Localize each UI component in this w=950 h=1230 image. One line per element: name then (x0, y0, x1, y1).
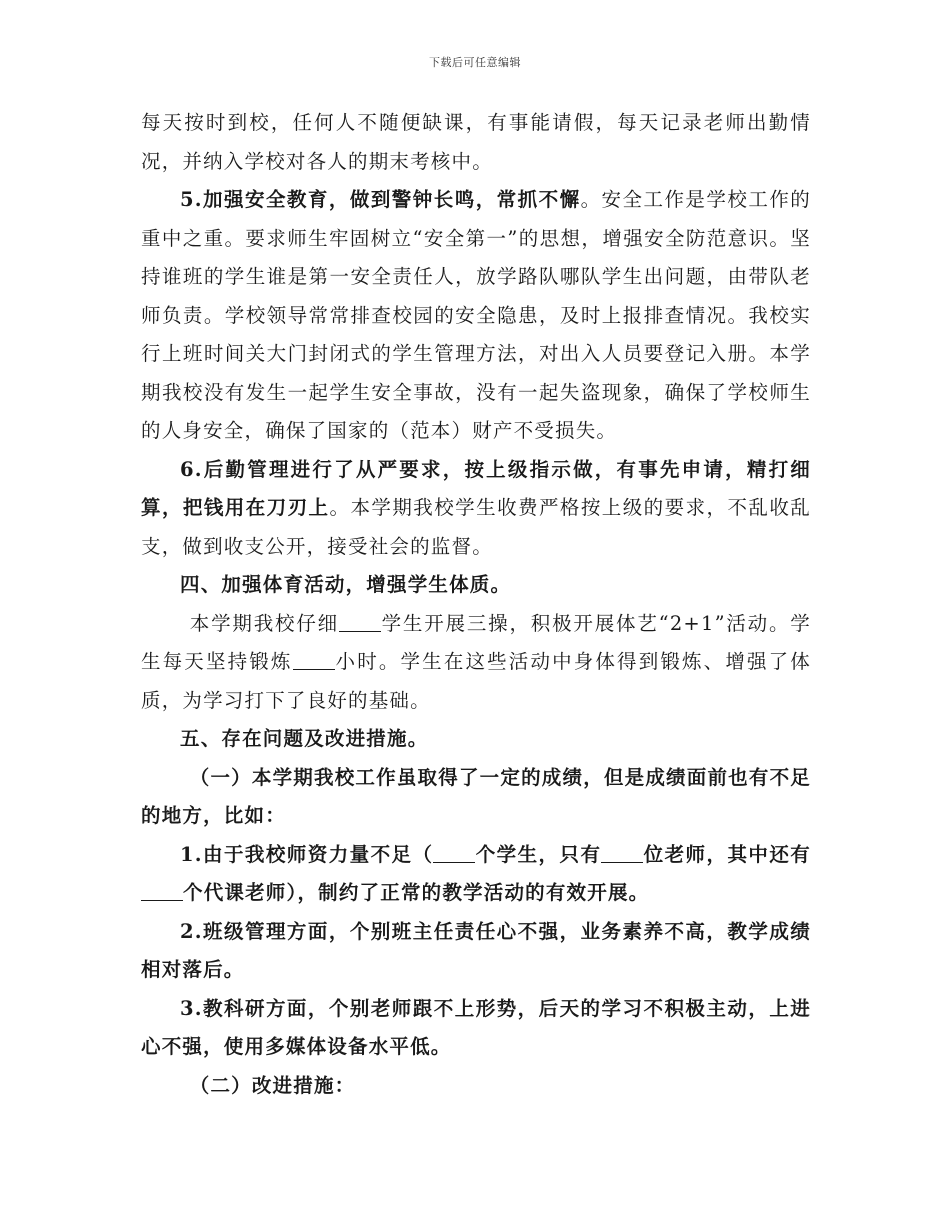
problem-item-3: 3.教科研方面，个别老师跟不上形势，后天的学习不积极主动，上进心不强，使用多媒体设备水平低。 (141, 996, 811, 1058)
sports-text-a: 本学期我校仔细 (189, 611, 339, 635)
fill-blank (141, 882, 183, 901)
logistics-heading: 6.后勤管理进行了从严要求，按上级指示做，有事先申请，精打细算，把钱用在刀刃上 (141, 457, 811, 519)
paragraph-sports (141, 605, 811, 721)
subsection-problems-intro: （一）本学期我校工作虽取得了一定的成绩，但是成绩面前也有不足的地方，比如： (141, 765, 811, 827)
section-heading-sports: 四、加强体育活动，增强学生体质。 (180, 573, 512, 596)
fill-blank (433, 844, 475, 863)
safety-heading: 5.加强安全教育，做到警钟长鸣，常抓不懈 (180, 188, 581, 211)
section-heading-problems: 五、存在问题及改进措施。 (180, 727, 429, 750)
problem-1-text-b: 个学生，只有 (475, 842, 602, 866)
sports-text-c: 小时。学生在这些活动中身体得到锻炼、增强了体质，为学习打下了良好的基础。 (141, 650, 811, 712)
fill-blank (293, 651, 335, 670)
safety-text: 。安全工作是学校工作的重中之重。要求师生牢固树立“安全第一”的思想，增强安全防范意识。坚持谁班的学生谁是第一安全责任人，放学路队哪队学生出问题，由带队老师负责。学校领导常常排查校园的安全隐患，及时上报排查情况。我校实行上班时间关大门封闭式的学生管理方法，对出入人员要登记入册。本学期我校没有发生一起学生安全事故，没有一起失盗现象，确保了学校师生的人身安全，确保了国家的（范本）财产不受损失。 (141, 188, 811, 442)
page-header: 下载后可任意编辑 (429, 56, 521, 69)
paragraph-safety (141, 181, 811, 451)
paragraph-logistics (141, 451, 811, 567)
fill-blank (339, 613, 381, 632)
fill-blank (601, 844, 643, 863)
problem-item-2: 2.班级管理方面，个别班主任责任心不强，业务素养不高，教学成绩相对落后。 (141, 919, 811, 981)
document-body (141, 104, 811, 1105)
paragraph-attendance: 每天按时到校，任何人不随便缺课，有事能请假，每天记录老师出勤情况，并纳入学校对各人的期末考核中。 (141, 111, 811, 173)
problem-1-text-d: 个代课老师），制约了正常的教学活动的有效开展。 (183, 881, 650, 904)
problem-1-text-c: 位老师，其中还有 (643, 842, 811, 866)
problem-1-text-a: 1.由于我校师资力量不足（ (180, 842, 434, 866)
problem-item-1 (141, 836, 811, 913)
sports-text-b: 学生开展三操，积极开展体艺“2+1”活动。学生每天坚持锻炼 (141, 611, 811, 673)
subsection-improvements: （二）改进措施： (189, 1073, 356, 1097)
logistics-text: 。本学期我校学生收费严格按上级的要求，不乱收乱支，做到收支公开，接受社会的监督。 (141, 496, 811, 558)
